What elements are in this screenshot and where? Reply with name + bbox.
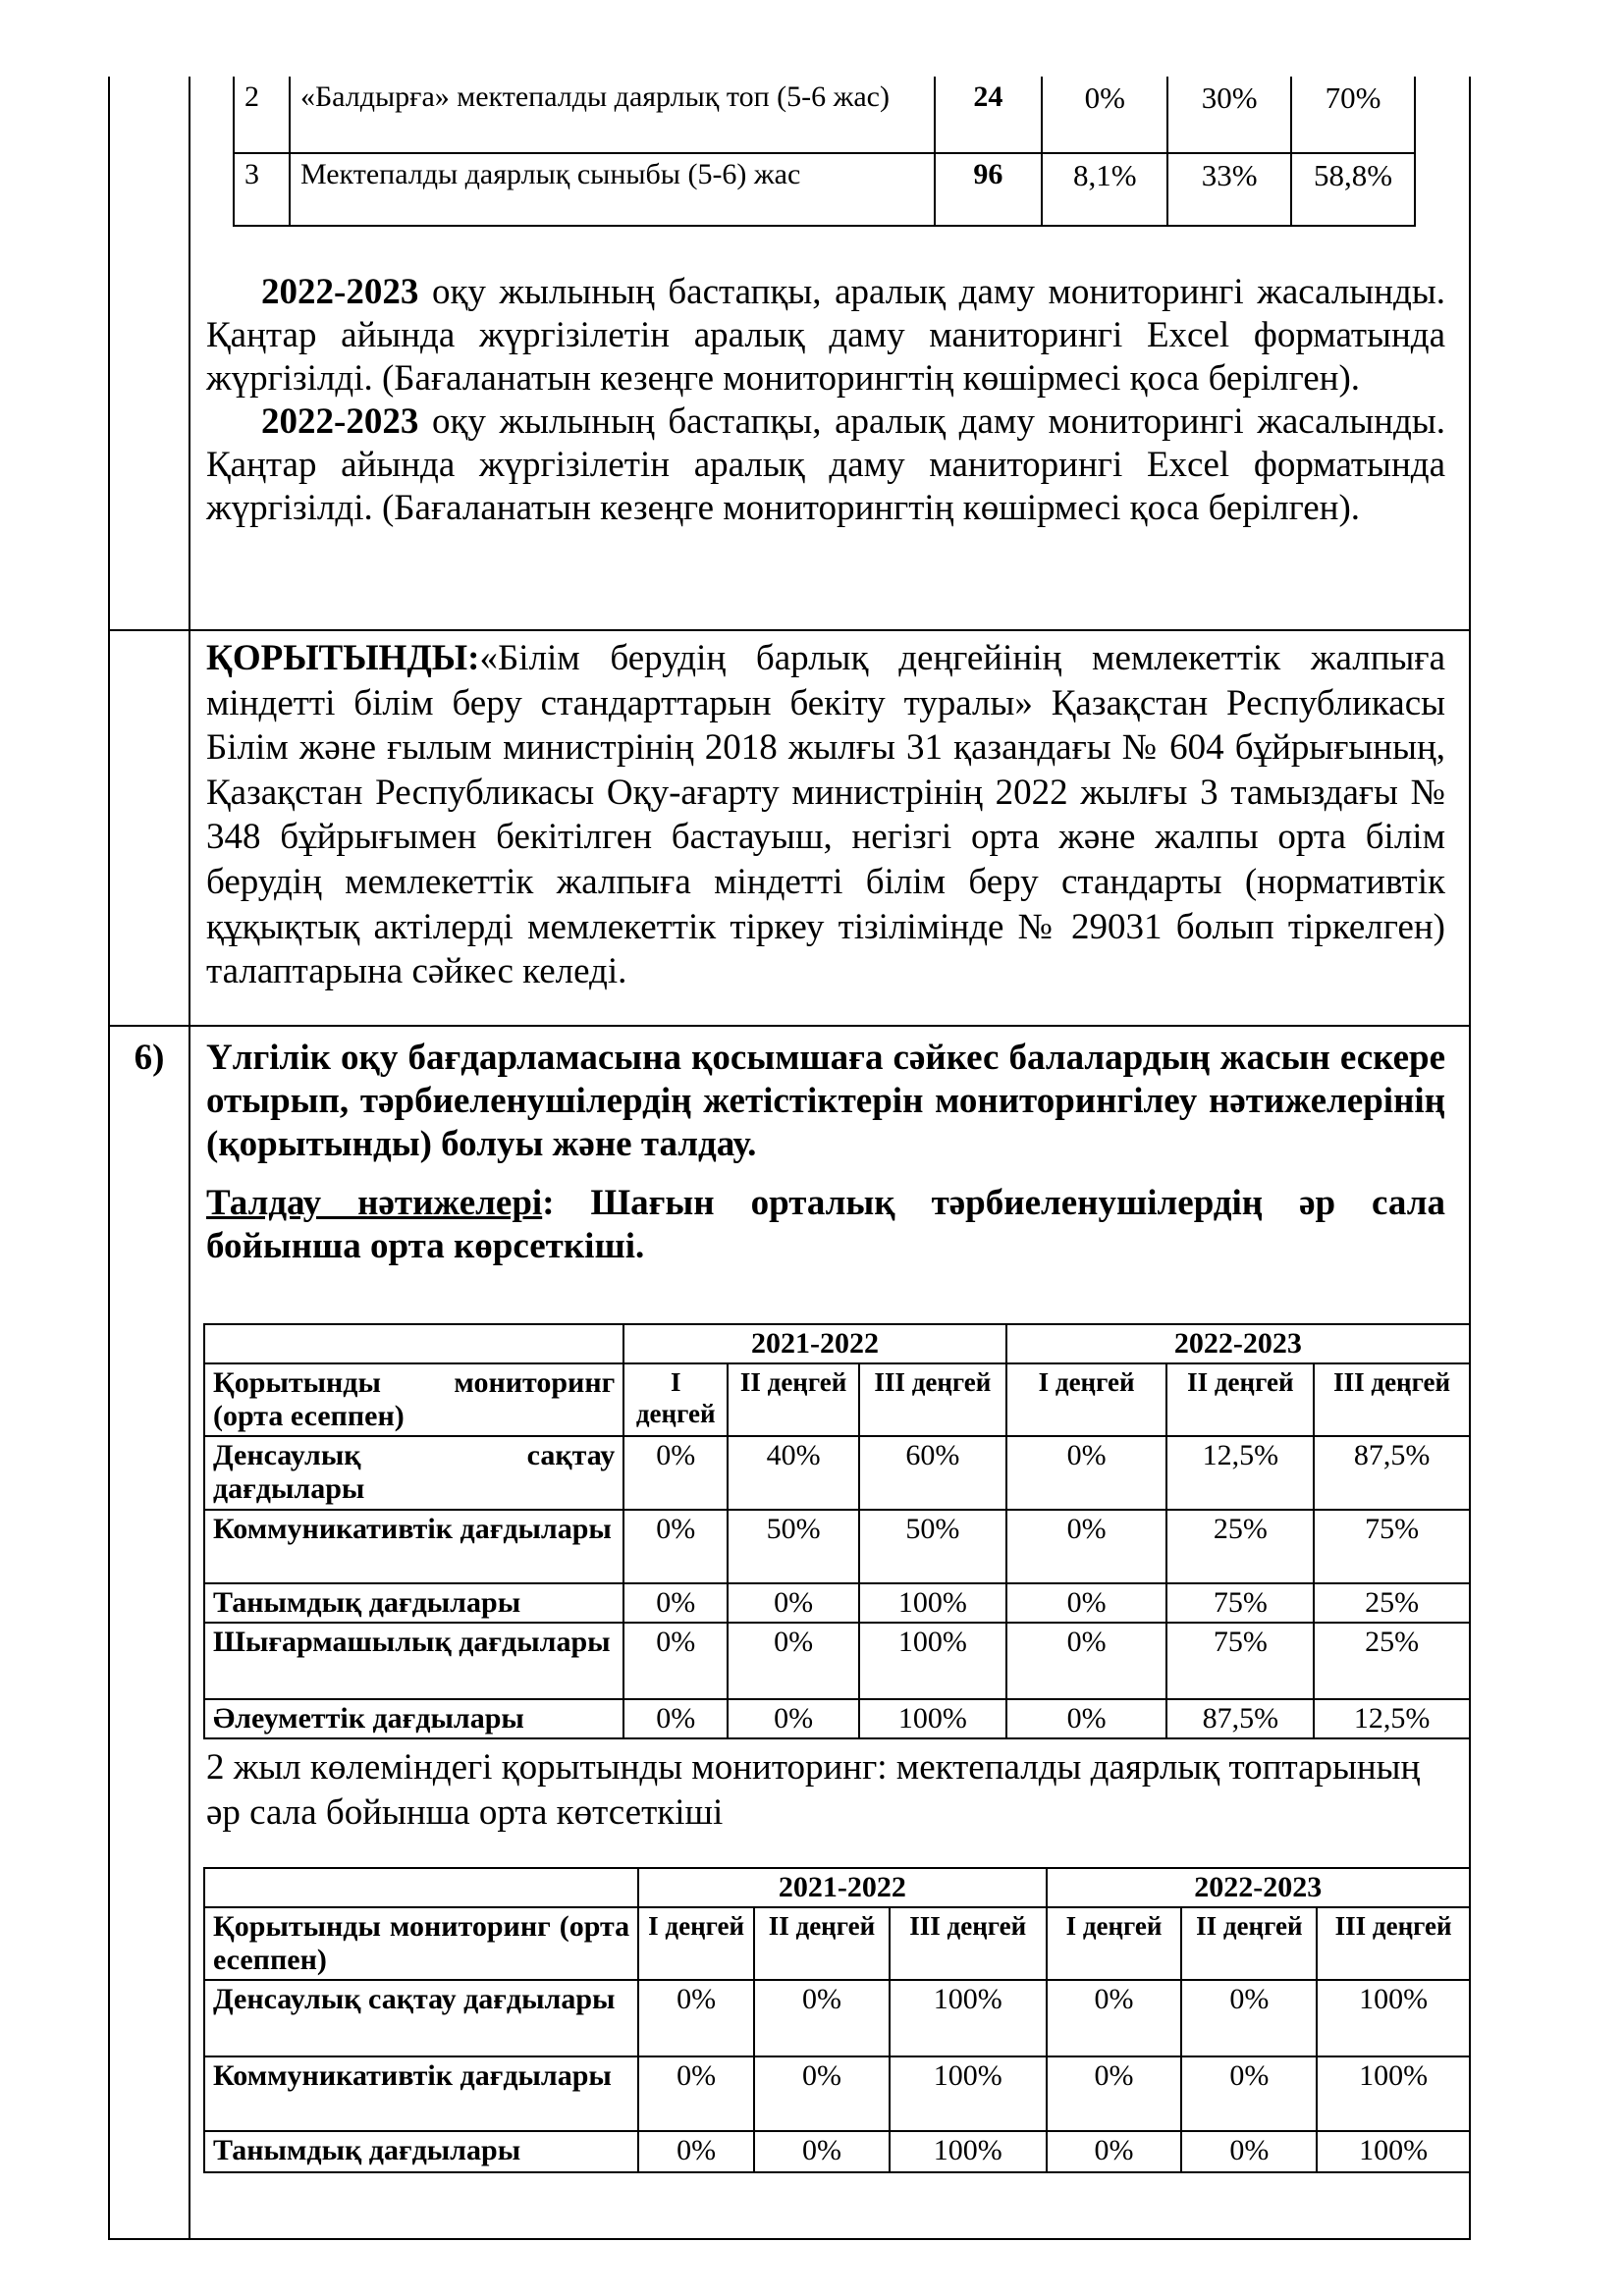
level-header: II деңгей: [754, 1907, 890, 1980]
document-frame: [108, 77, 1471, 2240]
table-row: [204, 2131, 1470, 2172]
level-header-row: [204, 1907, 1470, 1980]
value-cell: 100%: [890, 2131, 1047, 2172]
value-cell: 100%: [1317, 2131, 1470, 2172]
value-cell: 0%: [623, 1623, 728, 1699]
level-header: III деңгей: [1314, 1363, 1470, 1436]
value-cell: 0%: [728, 1699, 859, 1738]
value-cell: 60%: [859, 1436, 1006, 1510]
section-heading: Үлгілік оқу бағдарламасына қосымшаға сәйкес балалардың жасын ескере отырып, тәрбиеленушілердің жетістіктерін мониторингілеу нәтижелерінің (қорытынды) болуы және талдау.: [206, 1038, 1445, 1164]
value-cell: 0%: [1006, 1436, 1167, 1510]
section-number: 6): [134, 1038, 165, 1078]
value-cell: 25%: [1314, 1583, 1470, 1623]
level-header-row: [204, 1363, 1470, 1436]
skill-label: Денсаулық сақтау дағдылары: [204, 1436, 623, 1510]
year-header-row: [204, 1324, 1470, 1363]
row-number: 2: [234, 77, 290, 153]
child-count: 24: [935, 77, 1043, 153]
value-cell: 0%: [1006, 1623, 1167, 1699]
value-cell: 0%: [754, 2131, 890, 2172]
value-cell: 75%: [1314, 1510, 1470, 1583]
row-divider: [110, 1025, 1469, 1027]
table-caption: 2 жыл көлеміндегі қорытынды мониторинг: мектепалды даярлық топтарының әр сала бойынша орта көтсеткіші: [206, 1747, 1421, 1833]
level-header: II деңгей: [1166, 1363, 1314, 1436]
value-cell: 0%: [1181, 1980, 1317, 2056]
empty-cell: [204, 1868, 638, 1907]
value-cell: 0%: [1006, 1583, 1167, 1623]
level-2-value: 30%: [1167, 77, 1291, 153]
child-count: 96: [935, 153, 1043, 226]
value-cell: 0%: [623, 1699, 728, 1738]
level-3-value: 70%: [1291, 77, 1415, 153]
value-cell: 87,5%: [1166, 1699, 1314, 1738]
value-cell: 0%: [638, 1980, 754, 2056]
row-header: Қорытынды мониторинг (орта есеппен): [204, 1363, 623, 1436]
skill-label: Танымдық дағдылары: [204, 2131, 638, 2172]
paragraph-text: оқу жылының бастапқы, аралық даму мониторингі жасалынды. Қаңтар айында жүргізілетін аралық даму маниторингі Excel форматында жүргізілді. (Бағаланатын кезеңге мониторингтің көшірмесі қоса берілген).: [206, 401, 1445, 528]
value-cell: 100%: [859, 1583, 1006, 1623]
value-cell: 0%: [638, 2131, 754, 2172]
paragraph-text: оқу жылының бастапқы, аралық даму мониторингі жасалынды. Қаңтар айында жүргізілетін аралық даму маниторингі Excel форматында жүргізілді. (Бағаланатын кезеңге мониторингтің көшірмесі қоса берілген).: [206, 272, 1445, 399]
group-name: «Балдырға» мектепалды даярлық топ (5-6 жас): [290, 77, 935, 153]
level-2-value: 33%: [1167, 153, 1291, 226]
value-cell: 40%: [728, 1436, 859, 1510]
paragraph-year: 2022-2023: [261, 272, 419, 312]
value-cell: 50%: [728, 1510, 859, 1583]
value-cell: 0%: [623, 1510, 728, 1583]
analysis-text: Шағын орталық тәрбиеленушілердің әр сала бойынша орта көрсеткіші.: [206, 1183, 1445, 1266]
level-header: I деңгей: [623, 1363, 728, 1436]
value-cell: 0%: [754, 2056, 890, 2131]
table-row: [204, 1436, 1470, 1510]
table-row: [234, 77, 1415, 153]
year-header: 2022-2023: [1006, 1324, 1470, 1363]
monitoring-paragraphs: [206, 271, 1445, 530]
table-row: [204, 1583, 1470, 1623]
paragraph-year: 2022-2023: [261, 401, 419, 442]
conclusion-block: [206, 636, 1445, 994]
level-header: III деңгей: [890, 1907, 1047, 1980]
value-cell: 75%: [1166, 1623, 1314, 1699]
value-cell: 0%: [728, 1583, 859, 1623]
skill-label: Коммуникативтік дағдылары: [204, 2056, 638, 2131]
row-divider: [110, 629, 1469, 631]
skill-label: Танымдық дағдылары: [204, 1583, 623, 1623]
year-header: 2021-2022: [638, 1868, 1046, 1907]
paragraph: [206, 271, 1445, 400]
table-row: [204, 2056, 1470, 2131]
conclusion-heading: ҚОРЫТЫНДЫ:: [206, 638, 480, 678]
level-header: I деңгей: [1047, 1907, 1182, 1980]
section-heading-block: [206, 1037, 1445, 1268]
skill-label: Коммуникативтік дағдылары: [204, 1510, 623, 1583]
level-header: II деңгей: [1181, 1907, 1317, 1980]
conclusion-text: «Білім берудің барлық деңгейінің мемлекеттік жалпыға міндетті білім беру стандарттарын бекіту туралы» Қазақстан Республикасы Білім және ғылым министрінің 2018 жылғы 31 қазандағы № 604 бұйрығының, Қазақстан Республикасы Оқу-ағарту министрінің 2022 жылғы 3 тамыздағы № 348 бұйрығымен бекітілген бастауыш, негізгі орта және жалпы орта білім берудің мемлекеттік жалпыға міндетті білім беру стандарты (нормативтік құқықтық актілерді мемлекеттік тіркеу тізілімінде № 29031 болып тіркелген) талаптарына сәйкес келеді.: [206, 638, 1445, 992]
table-row: [204, 1623, 1470, 1699]
skill-label: Денсаулық сақтау дағдылары: [204, 1980, 638, 2056]
value-cell: 100%: [890, 1980, 1047, 2056]
value-cell: 50%: [859, 1510, 1006, 1583]
value-cell: 12,5%: [1314, 1699, 1470, 1738]
year-header: 2022-2023: [1047, 1868, 1470, 1907]
caption-block: [206, 1745, 1424, 1836]
value-cell: 0%: [1181, 2056, 1317, 2131]
value-cell: 12,5%: [1166, 1436, 1314, 1510]
analysis-heading: [206, 1182, 1445, 1268]
analysis-colon: :: [542, 1183, 555, 1223]
paragraph: [206, 400, 1445, 530]
table-row: [204, 1980, 1470, 2056]
year-header: 2021-2022: [623, 1324, 1006, 1363]
value-cell: 25%: [1166, 1510, 1314, 1583]
value-cell: 0%: [728, 1623, 859, 1699]
level-header: III деңгей: [859, 1363, 1006, 1436]
value-cell: 0%: [1006, 1510, 1167, 1583]
value-cell: 0%: [754, 1980, 890, 2056]
table-row: [234, 153, 1415, 226]
skill-label: Шығармашылық дағдылары: [204, 1623, 623, 1699]
value-cell: 0%: [1047, 1980, 1182, 2056]
value-cell: 0%: [623, 1436, 728, 1510]
skill-label: Әлеуметтік дағдылары: [204, 1699, 623, 1738]
level-1-value: 8,1%: [1042, 153, 1167, 226]
level-header: III деңгей: [1317, 1907, 1470, 1980]
value-cell: 0%: [1181, 2131, 1317, 2172]
value-cell: 100%: [890, 2056, 1047, 2131]
level-1-value: 0%: [1042, 77, 1167, 153]
level-3-value: 58,8%: [1291, 153, 1415, 226]
level-header: II деңгей: [728, 1363, 859, 1436]
value-cell: 100%: [859, 1699, 1006, 1738]
value-cell: 100%: [1317, 1980, 1470, 2056]
table-row: [204, 1510, 1470, 1583]
level-header: I деңгей: [638, 1907, 754, 1980]
row-number: 3: [234, 153, 290, 226]
year-header-row: [204, 1868, 1470, 1907]
value-cell: 25%: [1314, 1623, 1470, 1699]
value-cell: 100%: [859, 1623, 1006, 1699]
value-cell: 0%: [1006, 1699, 1167, 1738]
value-cell: 0%: [623, 1583, 728, 1623]
group-name: Мектепалды даярлық сыныбы (5-6) жас: [290, 153, 935, 226]
value-cell: 75%: [1166, 1583, 1314, 1623]
top-results-table: [233, 77, 1416, 227]
value-cell: 100%: [1317, 2056, 1470, 2131]
value-cell: 0%: [1047, 2131, 1182, 2172]
monitoring-table-1: [203, 1323, 1471, 1739]
column-divider: [189, 77, 190, 2238]
analysis-label: Талдау нәтижелері: [206, 1183, 543, 1223]
row-header: Қорытынды мониторинг (орта есеппен): [204, 1907, 638, 1980]
table-row: [204, 1699, 1470, 1738]
value-cell: 0%: [638, 2056, 754, 2131]
value-cell: 0%: [1047, 2056, 1182, 2131]
level-header: I деңгей: [1006, 1363, 1167, 1436]
empty-cell: [204, 1324, 623, 1363]
value-cell: 87,5%: [1314, 1436, 1470, 1510]
monitoring-table-2: [203, 1867, 1471, 2173]
